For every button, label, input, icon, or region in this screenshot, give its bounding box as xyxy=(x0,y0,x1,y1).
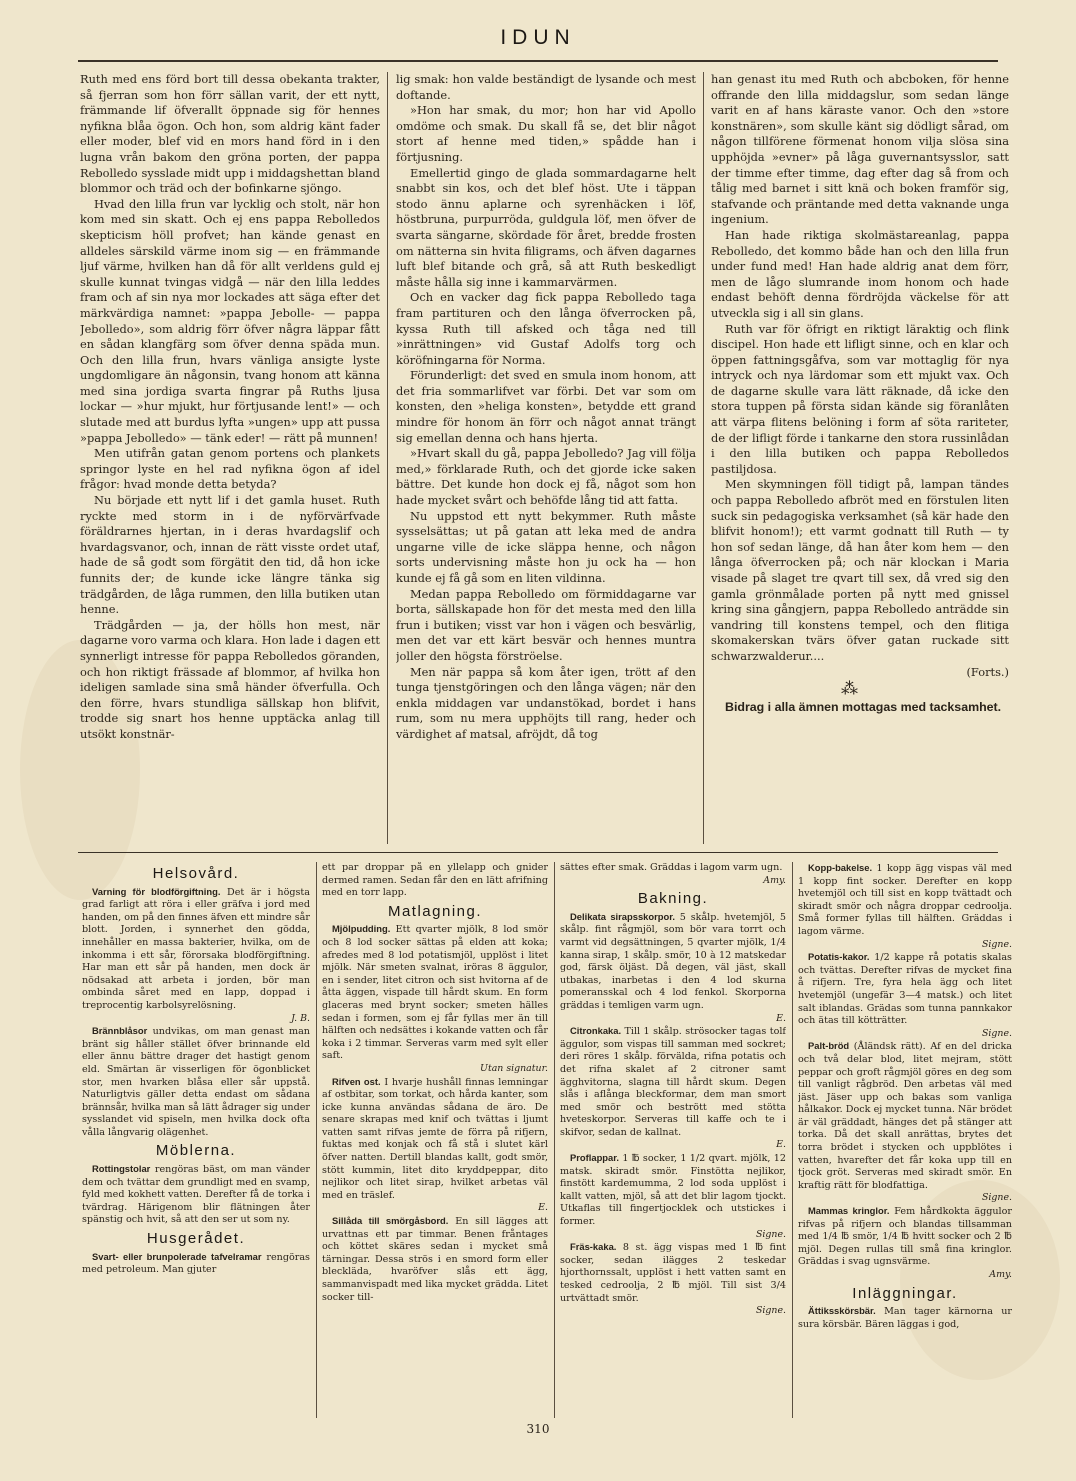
article-item xyxy=(798,1305,1012,1331)
flourish-ornament: ⁂ xyxy=(841,679,858,700)
article-item xyxy=(82,1025,310,1139)
lower-column-3 xyxy=(560,862,786,1418)
section-title-matlagning: Matlagning. xyxy=(387,902,483,920)
masthead: IDUN xyxy=(500,26,576,49)
article-item xyxy=(82,886,310,1013)
signature: Signe. xyxy=(982,1027,1012,1039)
signature: Amy. xyxy=(763,874,786,886)
story-paragraph: han genast itu med Ruth och abcboken, för henne offrande den lilla middagslur, som sedan länge varit en af hans käraste vanor. Och den »store konstnären», som skulle känt sig dödligt sårad, om någon tillförene förmenat honom vilja slösa sina upphöjda »evner» på låga guvernantsysslor, satt der timme efter timme, dag efter dag så from och tålig med barnet i sitt knä och boken framför sig, stafvande och präntande med detta vaknande unga ingenium. xyxy=(711,72,1009,227)
story-paragraph: Ruth var för öfrigt en riktigt läraktig och flink discipel. Hon hade ett lifligt sinne, och en klar och öppen fattningsgåfva, som var mottaglig för nya intryck och nya lärdomar som ett mjukt vax. Och de dagarne skulle vara lätt räknade, då icke den stora tuppen på första sidan kände sig föranlåten att värpa flitens belöning i form af söta rariteter, de der lifligt förde i tankarne den stora russinlådan i den lilla butiken och pappa Rebolledos pastiljdosa. xyxy=(711,321,1009,476)
section-title-helsovard: Helsovård. xyxy=(152,865,240,882)
top-rule xyxy=(78,60,998,62)
item-text: undvikas, om man genast man bränt sig håller stället öfver brinnande eld eller ännu bättre drager det hastigt genom eld. Smärtan är visserligen för ögonblicket stor, men hvarken blåsa eller sår uppstå. Naturligtvis gäller detta endast om sådana brännsår, hvilka man så lätt ådrager sig under sysslandet vid spiseln, men hvilka dock ofta vålla långvarig olägenhet. xyxy=(82,1026,310,1138)
section-title-moblerna: Möblerna. xyxy=(155,1142,237,1160)
item-heading: Sillåda till smörgåsbord. xyxy=(332,1215,449,1227)
article-item xyxy=(560,911,786,1013)
item-text: I hvarje hushåll finnas lemningar af ostbitar, som torkat, och hårda kanter, som icke kunna användas sådana de äro. De senare skrapas med knif och tvättas i ljumt vatten samt rifvas jemte de förra på rifjern, fuktas med konjak och få stå i slutet kärl öfver natten. Dertill blandas kallt, godt smör, stött kummin, litet dito kryddpeppar, dito nejlikor och litet sirap, hvilket arbetas väl med en träslef. xyxy=(322,1076,548,1201)
signature: Amy. xyxy=(989,1269,1012,1280)
item-text: 8 st. ägg vispas med 1 ℔ fint socker, sedan ilägges 2 teskedar hjorthornssalt, upplöst i hett vatten samt en tesked cedroolja, 2 ℔ mjöl. Till sist 3/4 urtvättadt smör. xyxy=(560,1242,786,1304)
story-paragraph: Nu uppstod ett nytt bekymmer. Ruth måste sysselsättas; ut på gatan att leka med de andra ungarne ville de icke släppa henne, och någon sorts undervisning måste hon ju ock ha — hon kunde ej få gå som en liten vildinna. xyxy=(396,508,696,585)
story-paragraph: Men skymningen föll tidigt på, lampan tändes och pappa Rebolledo afbröt med en förstulen liten suck sin pedagogiska verksamhet (så kär hade den blifvit honom!); ett varmt godnatt till Ruth — ty hon sof sedan länge, då han åter kom hem — den långa öfverrocken på; och när klockan i Maria visade på slaget tre qvart till sex, då vred sig den gamla grönmålade porten på nytt med gnissel kring sina gångjern, pappa Rebolledo anträdde sin vandring till konstens tempel, och den flitiga skomakerskan tvärs öfver gatan ruckade sitt schwarzwalderur.... xyxy=(711,477,1009,663)
story-column-1 xyxy=(80,72,380,844)
story-paragraph: Nu började ett nytt lif i det gamla huset. Ruth ryckte med storm in i de nyförvärfvade föräldrarnes hjertan, in i deras hvardagslif och hvardagsvanor, och, innan de rätt visste ordet utaf, hade de så godt som förgätit den tid, då hon icke funnits der; de kunde icke längre tänka sig trädgården, de låga rummen, den lilla butiken utan henne. xyxy=(80,493,380,617)
signature: Signe. xyxy=(982,938,1012,950)
article-item xyxy=(322,1215,548,1304)
column-divider xyxy=(316,862,317,1418)
item-text: 1/2 kappe rå potatis skalas och tvättas. Derefter rifvas de mycket fina å rifjern. Tre, fyra hela ägg och litet hvetemjöl (ungefär 3—4 matsk.) och litet salt iblandas. Grädas som tunna pannkakor och ätas till kötträtter. xyxy=(798,952,1012,1027)
story-column-2 xyxy=(396,72,696,844)
signature: E. xyxy=(776,1139,786,1151)
lower-column-4 xyxy=(798,862,1012,1418)
item-heading: Delikata sirapsskorpor. xyxy=(570,910,675,922)
item-text: Till 1 skålp. strösocker tagas tolf äggulor, som vispas till samman med sockret; deri röres 1 skålp. förvälda, rifna potatis och det rifna skalet af 2 citroner samt ägghvitorna, slagna till hårdt skum. Degen slås i aflånga bleckformar, dem man smort med smör och bestrött med stötta hveteskorpor. Serveras till kaffe och te i skifvor, sedan de kallnat. xyxy=(560,1026,786,1138)
item-heading: Brännblåsor xyxy=(92,1025,148,1037)
item-heading: Svart- eller brunpolerade tafvelramar xyxy=(92,1250,262,1262)
item-heading: Potatis-kakor. xyxy=(808,951,870,963)
column-divider xyxy=(792,862,793,1418)
item-heading: Mjölpudding. xyxy=(332,923,391,935)
article-item xyxy=(560,1152,786,1229)
item-text: 5 skålp. hvetemjöl, 5 skålp. fint rågmjöl, som bör vara torrt och varmt vid degsättningen, 5 qvarter mjölk, 1/4 kanna sirap, 1 skålp. smör, 10 à 12 matskedar god, färsk öljäst. Då degen, väl jäst, skall utbakas, inarbetas i den 4 lod skurna pomeransskal och 4 lod fenkol. Skorporna gräddas i temligen varm ugn. xyxy=(560,911,786,1011)
item-heading: Proflappar. xyxy=(570,1152,619,1164)
signature: Signe. xyxy=(982,1192,1012,1204)
item-heading: Mammas kringlor. xyxy=(808,1205,890,1217)
story-paragraph: Emellertid gingo de glada sommardagarne helt snabbt sin kos, och det blef höst. Ute i täppan stodo ännu aplarne och syrenhäcken i löf, höstbruna, purpurröda, guldgula löf, men öfver de svarta sängarne, skördade för året, bredde frosten om nätterna sin hvita filigrams, och äfven dagarnes luft blef bitande och grå, så att Ruth beskedligt måste hålla sig inne i kammarvärmen. xyxy=(396,165,696,289)
signature: Signe. xyxy=(756,1228,786,1240)
story-paragraph: Men utifrån gatan genom portens och plankets springor lyste en hel rad nyfikna ögon af idel frågor: hvad monde detta betyda? xyxy=(80,446,380,492)
signature: E. xyxy=(538,1202,548,1214)
item-heading: Ättiksskörsbär. xyxy=(808,1305,876,1317)
story-paragraph: lig smak: hon valde beständigt de lysande och mest doftande. xyxy=(396,72,696,102)
article-item xyxy=(322,1076,548,1203)
signature: Utan signatur. xyxy=(480,1062,548,1074)
continued-text: sättes efter smak. Gräddas i lagom varm ugn. xyxy=(560,862,783,873)
item-heading: Citronkaka. xyxy=(570,1025,622,1037)
story-paragraph: Trädgården — ja, der hölls hon mest, när dagarne voro varma och klara. Hon lade i dagen ett synnerligt intresse för pappa Rebolledos göranden, och hon riktigt frässade af blommor, af hvilka hon ideligen samlade sina små händer öfverfulla. Och den förre, hvars stundliga sällskap hon blifvit, trodde sig snart hos henne upptäcka anlag till utsökt konstnär- xyxy=(80,617,380,741)
item-text: 1 ℔ socker, 1 1/2 qvart. mjölk, 12 matsk. skiradt smör. Finstötta nejlikor, finstött kardemumma, 2 lod soda upplöst i kallt vatten, mjöl, så att det blir lagom tjockt. Utkaflas till fingertjocklek och utstickes i former. xyxy=(560,1153,786,1228)
story-paragraph: Men när pappa så kom åter igen, trött af den tunga tjenstgöringen och den långa vägen; när den enkla middagen var undanstökad, bordet i hans rum, som nu mera upphöjts till rang, heder och värdighet af matsal, afröjdt, då tog xyxy=(396,664,696,741)
section-title-husgeradet: Husgerådet. xyxy=(146,1230,246,1248)
page-number: 310 xyxy=(526,1422,550,1436)
story-paragraph: Förunderligt: det sved en smula inom honom, att det fria sommarlifvet var förbi. Det var som om konsten, den »heliga konsten», betydde ett grand mindre för honom än förr och något annat trängt sig emellan denna och hans hjerta. xyxy=(396,368,696,445)
article-item xyxy=(82,1251,310,1277)
story-paragraph: Hvad den lilla frun var lycklig och stolt, när hon kom med sin skatt. Och ej ens pappa Rebolledos skepticism höll profvet; han kände genast en alldeles särskild värme inom sig — en främmande ljuf värme, hvilken han då för allt verldens guld ej skulle kunnat tvingas vidgå — när den lilla leddes fram och af sin nya mor lockades att säga efter det märkvärdiga namnet: »pappa Jebolle- — pappa Jebolledo», som aldrig förr öfver några läppar fått en sådan klangfärg som öfver denna späda mun. Och den lilla frun, hvars vänliga ansigte lyste ungdomligare än någonsin, tvang honom att känna med sina jordiga svarta fingrar på Ruths ljusa lockar — »hur mjukt, hur förtjusande lent!» — och slutade med att burdus lyfta »ungen» upp att pussa »pappa Jebolledo» — tänk eder! — rätt på munnen! xyxy=(80,196,380,445)
lower-column-1 xyxy=(82,862,310,1418)
article-item xyxy=(560,1241,786,1305)
article-item xyxy=(322,923,548,1063)
item-text: Det är i högsta grad farligt att röra i eller gräfva i jord med handen, om på den finnes äfven ett mindre sår blott. Jorden, i synnerhet den gödda, innehåller en massa bakterier, hvilka, om de inkomma i ett sår, förorsaka blodförgiftning. Har man ett sår på handen, men dock är nödsakad att arbeta i jorden, bör man ombinda såret med en lapp, doppad i treprocentig karbolsyrelösning. xyxy=(82,886,310,1011)
continued-text: ett par droppar på en yllelapp och gnider dermed ramen. Sedan får den en lätt afrifning med en torr lapp. xyxy=(322,862,548,899)
item-heading: Rifven ost. xyxy=(332,1075,381,1087)
article-item xyxy=(798,951,1012,1028)
item-heading: Rottingstolar xyxy=(92,1163,151,1175)
article-item xyxy=(82,1163,310,1227)
lower-column-2 xyxy=(322,862,548,1418)
item-heading: Varning för blodförgiftning. xyxy=(92,885,221,897)
article-item xyxy=(798,862,1012,939)
item-text: Man tager kärnorna ur sura körsbär. Bären läggas i god, xyxy=(798,1306,1012,1330)
column-divider xyxy=(387,72,388,844)
contributions-notice: Bidrag i alla ämnen mottagas med tacksamhet. xyxy=(725,700,1002,715)
item-text: En sill lägges att urvattnas ett par timmar. Benen fråntages och köttet skäres sedan i mycket små tärningar. Dessa strös i en smord form eller bleckläda, hvaröfver slås ett ägg, sammanvispadt med lika mycket grädda. Litet socker till- xyxy=(322,1216,548,1303)
item-heading: Fräs-kaka. xyxy=(570,1241,617,1253)
story-paragraph: Medan pappa Rebolledo om förmiddagarne var borta, sällskapade hon för det mesta med den lilla frun i butiken; visst var hon i vägen och besvärlig, men det var ett kärt besvär och hennes muntra joller den högsta förströelse. xyxy=(396,586,696,663)
signature: Signe. xyxy=(756,1305,786,1317)
column-divider xyxy=(554,862,555,1418)
story-paragraph: Ruth med ens förd bort till dessa obekanta trakter, så fjerran som hon förr sällan varit, der ett nytt, främmande lif öfverallt öppnade sig för hennes nyfikna blåa ögon. Och hon, som aldrig känt fader eller moder, blef vid en mors hand förd in i den lugna vrån bakom den gröna porten, der pappa Rebolledo sysslade midt upp i middagshettan bland blommor och träd och der bofinkarne sjöngo. xyxy=(80,72,380,196)
article-item xyxy=(798,1205,1012,1269)
item-heading: Kopp-bakelse. xyxy=(808,862,873,873)
story-paragraph: Och en vacker dag fick pappa Rebolledo taga fram partituren och den långa öfverrocken på, kyssa Ruth till afsked och tåga ned till »inrättningen» vid Gustaf Adolfs torg och köröfningarna för Norma. xyxy=(396,290,696,367)
story-paragraph: »Hon har smak, du mor; hon har vid Apollo omdöme och smak. Du skall få se, det blir något stort af henne med tiden,» spådde han i förtjusning. xyxy=(396,103,696,164)
column-divider xyxy=(703,72,704,844)
article-item xyxy=(798,1040,1012,1192)
item-heading: Palt-bröd xyxy=(808,1040,850,1052)
item-text: (Åländsk rätt). Af en del dricka och två delar blod, litet mejram, stött peppar och groft rågmjöl göres en deg som till vanligt rågbröd. Den arbetas väl med jäst. Jäser upp och bakas som vanliga hålkakor. Dock ej mycket tunna. När brödet är väl gräddadt, hänges det på stänger att torka. Då det skall anrättas, brytes det torra brödet i stycken och uppblötes i vatten, hvarefter det får koka upp till en tjock gröt. Serveras med skiradt smör. En kraftig rätt för blodfattiga. xyxy=(798,1041,1012,1191)
item-text: Ett qvarter mjölk, 8 lod smör och 8 lod socker sättas på elden att koka; afredes med 8 lod potatismjöl, upplöst i litet mjölk. När smeten svalnat, iröras 8 äggulor, en i sender, litet citron och sist hvitorna af de åtta äggen, vispade till hårdt skum. En form glaceras med brynt socker; smeten hälles sedan i formen, som ej får fyllas mer än till hälften och nedsättes i kokande vatten och får koka i 2 timmar. Serveras varm med sylt eller saft. xyxy=(322,924,548,1062)
middle-rule xyxy=(78,852,998,853)
story-paragraph: »Hvart skall du gå, pappa Jebolledo? Jag vill följa med,» förklarade Ruth, och det gjorde icke saken bättre. Det kunde hon dock ej få, något som hon hade mycket svårt och behöfde lång tid att fatta. xyxy=(396,446,696,508)
continued-note: (Forts.) xyxy=(966,664,1009,679)
section-title-inlaggningar: Inläggningar. xyxy=(852,1284,958,1302)
item-text: rengöras bäst, om man vänder dem och tvättar dem grundligt med en svamp, fyld med kokhett vatten. Derefter få de torka i tvärdrag. Härigenom blir flätningen åter spänstig och hvit, så att den ser ut som ny. xyxy=(82,1164,310,1226)
signature: J. B. xyxy=(291,1012,310,1024)
item-text: rengöras med petroleum. Man gjuter xyxy=(82,1251,310,1276)
item-text: 1 kopp ägg vispas väl med 1 kopp fint socker. Derefter en kopp hvetemjöl och till sist en kopp tvättadt och skiradt smör och några droppar cedroolja. Små former fyllas till hälften. Gräddas i lagom värme. xyxy=(798,863,1012,937)
item-text: Fem hårdkokta äggulor rifvas på rifjern och blandas tillsamman med 1/4 ℔ smör, 1/4 ℔ hvitt socker och 2 ℔ mjöl. Degen rullas till små fina kringlor. Gräddas i svag ugnsvärme. xyxy=(798,1206,1012,1268)
story-paragraph: Han hade riktiga skolmästareanlag, pappa Rebolledo, det kommo både han och den lilla frun under fund med! Han hade aldrig anat dem förr, men de lågo slumrande inom honom och hade endast behöft denna fördröjda väckelse för att utveckla sig i all sin glans. xyxy=(711,227,1009,320)
section-title-bakning: Bakning. xyxy=(637,890,709,908)
story-column-3 xyxy=(711,72,1009,844)
signature: E. xyxy=(776,1012,786,1024)
article-item xyxy=(560,1025,786,1139)
